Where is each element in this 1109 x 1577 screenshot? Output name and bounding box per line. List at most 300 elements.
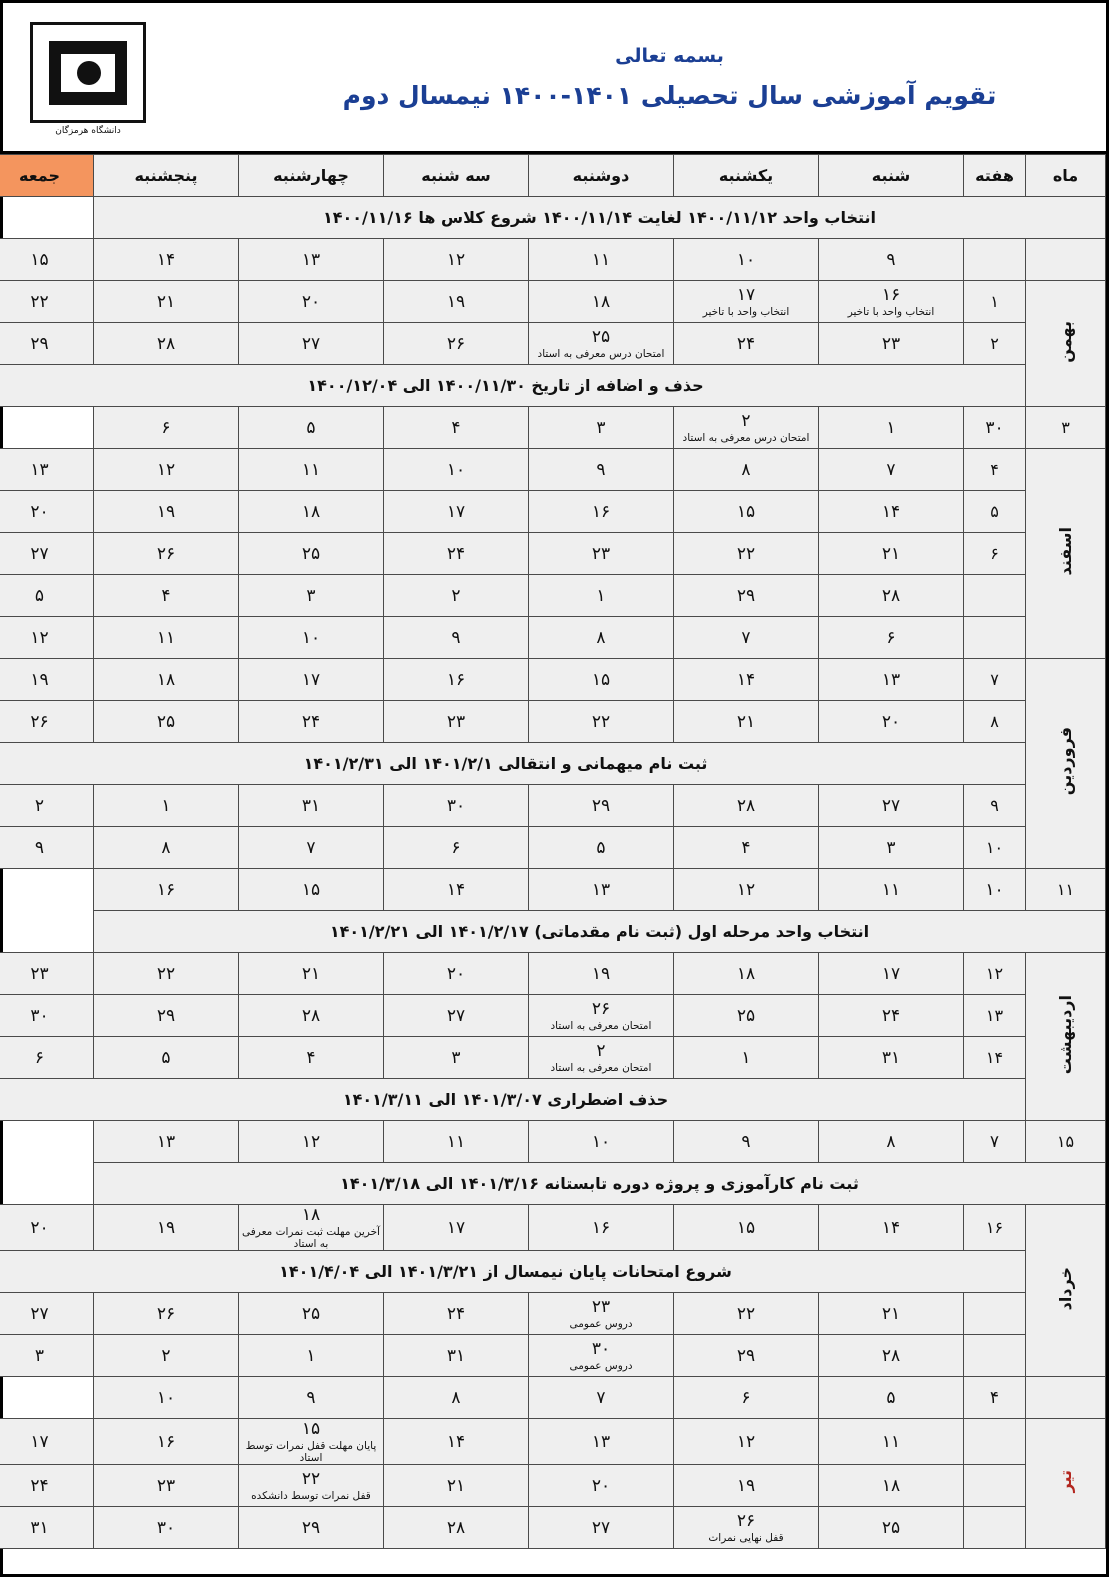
week-number: ۱۵ [1026,1121,1106,1163]
week-number: ۱ [964,281,1026,323]
day-number: ۳ [886,837,896,858]
calendar-note-row [0,365,1106,407]
day-number: ۱۲ [156,459,176,480]
day-number: ۲۶ [30,711,49,732]
day-number: ۲۷ [881,795,901,816]
calendar-note-row [0,197,1106,239]
day-number: ۱۹ [156,1217,176,1238]
table-row [0,617,1106,659]
day-cell [94,827,239,869]
day-cell [964,407,1026,449]
day-number: ۱۵ [301,1419,321,1440]
day-cell [0,1037,94,1079]
header-wednesday: چهارشنبه [239,155,384,197]
day-number: ۱۶ [446,669,466,690]
day-cell [384,1037,529,1079]
day-number: ۹ [741,1131,751,1152]
day-number: ۱۹ [156,501,176,522]
day-cell [529,701,674,743]
day-note: پایان مهلت قفل نمرات توسط استاد [245,1440,377,1464]
week-number: ۸ [964,701,1026,743]
day-number: ۵ [161,1047,171,1068]
day-cell [384,1419,529,1465]
day-cell [94,1121,239,1163]
day-number: ۱۷ [736,284,756,305]
day-cell [94,323,239,365]
day-number: ۲۵ [156,711,176,732]
day-cell [0,785,94,827]
table-row [0,449,1106,491]
day-cell [94,533,239,575]
day-number: ۳۰ [30,1005,49,1026]
day-cell [674,449,819,491]
day-cell [94,701,239,743]
day-cell [239,239,384,281]
page-title: تقویم آموزشی سال تحصیلی ۱۴۰۱-۱۴۰۰ نیمسال دوم [342,80,997,110]
day-number: ۱۱ [881,1431,901,1452]
week-number: ۱۶ [964,1205,1026,1251]
day-cell [674,575,819,617]
day-number: ۶ [161,417,171,438]
bismillah-text: بسمه تعالی [615,44,724,67]
header-month: ماه [1026,155,1106,197]
day-cell [674,323,819,365]
day-number: ۱۷ [881,963,901,984]
day-cell [819,239,964,281]
week-number [1026,1377,1106,1419]
table-header-row [0,155,1106,197]
day-number: ۵ [306,417,316,438]
day-cell [529,533,674,575]
day-cell [819,1335,964,1377]
day-number: ۸ [596,627,606,648]
day-cell [819,575,964,617]
week-number: ۳ [1026,407,1106,449]
day-number: ۱۵ [301,879,321,900]
title-block [173,3,1106,151]
day-cell [94,281,239,323]
calendar-note-row [0,1251,1106,1293]
day-number: ۲ [161,1345,171,1366]
day-number: ۱۵ [591,669,611,690]
day-cell [529,1205,674,1251]
day-cell [384,323,529,365]
day-cell [819,491,964,533]
day-number: ۸ [741,459,751,480]
day-number: ۱ [741,1047,751,1068]
day-number: ۷ [741,627,751,648]
day-cell [239,281,384,323]
day-cell [94,239,239,281]
day-cell [384,449,529,491]
day-number: ۲۰ [30,501,49,522]
table-row [0,1377,1106,1419]
day-number: ۶ [741,1387,751,1408]
day-number: ۳۱ [301,795,321,816]
day-number: ۲۵ [591,326,611,347]
day-cell [819,1037,964,1079]
week-number: ۴ [964,449,1026,491]
day-number: ۲۰ [591,1475,611,1496]
day-cell [0,701,94,743]
day-number: ۱۱ [591,249,611,270]
day-number: ۲۲ [301,1468,321,1489]
day-number: ۲۵ [301,1303,321,1324]
day-cell [384,785,529,827]
day-number: ۲۶ [156,1303,176,1324]
day-number: ۱۳ [301,249,321,270]
day-number: ۲۷ [30,1303,49,1324]
day-cell [674,953,819,995]
day-number: ۲۸ [301,1005,321,1026]
day-number: ۲۹ [301,1517,321,1538]
day-cell [819,869,964,911]
day-cell [0,1205,94,1251]
day-number: ۳۱ [30,1517,49,1538]
day-number: ۱۴ [881,1217,901,1238]
day-number: ۱۰ [736,249,756,270]
day-cell [94,869,239,911]
header-thursday: پنجشنبه [94,155,239,197]
table-row [0,323,1106,365]
month-label-bahman: بهمن [1026,281,1106,407]
week-number: ۱۲ [964,953,1026,995]
day-note: دروس عمومی [569,1359,633,1372]
day-number: ۱۴ [446,1431,466,1452]
table-row [0,1335,1106,1377]
month-label-ordibehesht: اردیبهشت [1026,953,1106,1121]
table-row [0,1419,1106,1465]
day-cell [674,1205,819,1251]
day-cell [239,617,384,659]
day-number: ۲ [741,410,751,431]
day-number: ۲۸ [881,585,901,606]
day-number: ۱۴ [881,501,901,522]
day-cell [384,1335,529,1377]
day-cell [819,533,964,575]
day-number: ۲۴ [736,333,756,354]
calendar-note: انتخاب واحد مرحله اول (ثبت نام مقدماتی) ۱۴۰۱/۲/۱۷ الی ۱۴۰۱/۲/۲۱ [94,911,1106,953]
month-label-tir: تیر [1026,1419,1106,1549]
day-number: ۱ [161,795,171,816]
day-number: ۱۹ [591,963,611,984]
day-number: ۲۶ [736,1510,756,1531]
day-number: ۱۲ [301,1131,321,1152]
table-row [0,1205,1106,1251]
day-number: ۱۸ [881,1475,901,1496]
day-cell [819,407,964,449]
day-number: ۱۰ [985,879,1004,900]
calendar-note: ثبت نام کارآموزی و پروژه دوره تابستانه ۱۴۰۱/۳/۱۶ الی ۱۴۰۱/۳/۱۸ [94,1163,1106,1205]
day-cell [0,281,94,323]
table-row [0,281,1106,323]
day-cell [0,1335,94,1377]
day-number: ۲۰ [301,291,321,312]
day-number: ۱۶ [156,879,176,900]
day-cell [384,1507,529,1549]
week-number: ۹ [964,785,1026,827]
table-row [0,1121,1106,1163]
university-logo [3,3,173,151]
day-note: امتحان معرفی به استاد [550,1061,652,1074]
day-cell [529,617,674,659]
day-cell [674,1037,819,1079]
table-row [0,701,1106,743]
week-number: ۱۰ [964,827,1026,869]
day-number: ۲۸ [881,1345,901,1366]
day-cell [0,953,94,995]
day-number: ۲۷ [30,543,49,564]
day-note: قفل نهایی نمرات [708,1531,784,1544]
day-note: انتخاب واحد با تاخیر [702,305,790,318]
table-row [0,827,1106,869]
day-cell [529,407,674,449]
day-number: ۷ [886,459,896,480]
day-number: ۱۶ [591,501,611,522]
day-number: ۱ [886,417,896,438]
day-number: ۱۰ [156,1387,176,1408]
day-cell [94,995,239,1037]
day-number: ۲۹ [30,333,49,354]
day-number: ۵ [886,1387,896,1408]
day-cell [819,449,964,491]
day-note: آخرین مهلت ثبت نمرات معرفی به استاد [242,1226,380,1250]
day-number: ۷ [989,1131,1000,1152]
day-cell [239,407,384,449]
calendar-note-row [0,1163,1106,1205]
day-cell [0,491,94,533]
day-cell [239,1377,384,1419]
day-cell [0,617,94,659]
calendar-note: حذف اضطراری ۱۴۰۱/۳/۰۷ الی ۱۴۰۱/۳/۱۱ [0,1079,1026,1121]
day-note: قفل نمرات توسط دانشکده [251,1489,371,1502]
day-cell [0,533,94,575]
day-cell [239,1465,384,1507]
day-number: ۳ [451,1047,461,1068]
day-cell [384,575,529,617]
day-number: ۲۴ [446,1303,466,1324]
day-number: ۲ [596,1040,606,1061]
day-cell [529,827,674,869]
day-cell [384,1205,529,1251]
week-number: ۱۴ [964,1037,1026,1079]
header-tuesday: سه شنبه [384,155,529,197]
day-number: ۱۸ [736,963,756,984]
day-note: انتخاب واحد با تاخیر [847,305,935,318]
day-cell [529,1419,674,1465]
day-cell [529,1465,674,1507]
calendar-note: حذف و اضافه از تاریخ ۱۴۰۰/۱۱/۳۰ الی ۱۴۰۰/۱۲/۰۴ [0,365,1026,407]
day-number: ۲۱ [446,1475,466,1496]
day-number: ۲۱ [881,1303,901,1324]
day-number: ۲۸ [736,795,756,816]
day-number: ۲ [34,795,45,816]
day-cell [94,449,239,491]
day-cell [239,1037,384,1079]
calendar-table [0,154,1106,1549]
calendar-note: ثبت نام میهمانی و انتقالی ۱۴۰۱/۲/۱ الی ۱۴۰۱/۲/۳۱ [0,743,1026,785]
day-cell [239,785,384,827]
day-number: ۱ [596,585,606,606]
day-cell [384,281,529,323]
day-number: ۱۸ [301,1205,321,1225]
month-label-empty [1026,239,1106,281]
day-number: ۳۰ [156,1517,176,1538]
day-cell [674,785,819,827]
day-number: ۳ [306,585,316,606]
day-cell [529,1335,674,1377]
day-cell [0,1293,94,1335]
day-number: ۲۵ [301,543,321,564]
day-number: ۲۲ [736,1303,756,1324]
day-number: ۲۷ [591,1517,611,1538]
day-cell [819,953,964,995]
day-number: ۲۶ [591,998,611,1019]
day-cell [674,995,819,1037]
day-number: ۱۰ [301,627,321,648]
calendar-note-row [0,911,1106,953]
day-cell [674,407,819,449]
day-cell [529,491,674,533]
day-cell [819,1465,964,1507]
day-number: ۱۷ [301,669,321,690]
day-cell [384,239,529,281]
day-note: دروس عمومی [569,1317,633,1330]
day-number: ۲۲ [156,963,176,984]
day-cell [674,869,819,911]
day-note: امتحان درس معرفی به استاد [537,347,665,360]
day-number: ۲۴ [30,1475,49,1496]
day-number: ۱۲ [736,879,756,900]
day-number: ۸ [451,1387,461,1408]
day-note: امتحان درس معرفی به استاد [682,431,810,444]
calendar-note: انتخاب واحد ۱۴۰۰/۱۱/۱۲ لغایت ۱۴۰۰/۱۱/۱۴ شروع کلاس ها ۱۴۰۰/۱۱/۱۶ [94,197,1106,239]
day-cell [674,659,819,701]
day-number: ۱۲ [736,1431,756,1452]
day-number: ۷ [306,837,316,858]
day-cell [94,785,239,827]
day-number: ۲۰ [30,1217,49,1238]
day-cell [239,1335,384,1377]
day-number: ۱۶ [881,284,901,305]
day-cell [529,575,674,617]
week-number [964,617,1026,659]
day-number: ۳۰ [591,1338,611,1359]
day-number: ۲۱ [736,711,756,732]
day-number: ۹ [451,627,461,648]
day-number: ۲۳ [30,963,49,984]
day-cell [819,701,964,743]
day-cell [0,1507,94,1549]
day-number: ۱۴ [446,879,466,900]
table-row [0,575,1106,617]
day-number: ۲۵ [736,1005,756,1026]
day-number: ۴ [161,585,171,606]
day-cell [239,1205,384,1251]
day-number: ۴ [451,417,461,438]
day-cell [0,827,94,869]
day-number: ۲۱ [881,543,901,564]
day-cell [384,953,529,995]
day-number: ۳۱ [446,1345,466,1366]
day-cell [94,1293,239,1335]
day-number: ۲۳ [881,333,901,354]
day-number: ۱۱ [881,879,901,900]
day-cell [94,491,239,533]
day-number: ۴ [989,1387,1000,1408]
header-saturday: شنبه [819,155,964,197]
day-number: ۲۹ [591,795,611,816]
day-number: ۲۰ [881,711,901,732]
table-row [0,1293,1106,1335]
day-number: ۲۰ [446,963,466,984]
day-cell [964,869,1026,911]
day-cell [0,659,94,701]
week-number [964,1507,1026,1549]
day-cell [0,575,94,617]
day-cell [384,701,529,743]
day-cell [529,281,674,323]
day-cell [239,1293,384,1335]
day-cell [819,659,964,701]
day-cell [529,1293,674,1335]
day-number: ۶ [451,837,461,858]
day-cell [674,239,819,281]
header-monday: دوشنبه [529,155,674,197]
day-cell [819,827,964,869]
table-row [0,995,1106,1037]
day-number: ۱۴ [736,669,756,690]
day-cell [529,953,674,995]
day-number: ۱۸ [156,669,176,690]
day-cell [94,1465,239,1507]
day-number: ۹ [34,837,45,858]
day-cell [529,1377,674,1419]
day-cell [384,869,529,911]
day-cell [674,1377,819,1419]
day-cell [819,281,964,323]
day-cell [819,1507,964,1549]
day-cell [0,995,94,1037]
week-number [964,1419,1026,1465]
day-cell [819,1293,964,1335]
day-cell [384,1121,529,1163]
document-header [3,3,1106,154]
day-number: ۱۴ [156,249,176,270]
day-number: ۲۴ [446,543,466,564]
week-number: ۱۳ [964,995,1026,1037]
day-cell [529,449,674,491]
day-cell [94,1335,239,1377]
day-cell [674,1335,819,1377]
week-number: ۵ [964,491,1026,533]
day-number: ۲۳ [591,1296,611,1317]
day-number: ۳ [596,417,606,438]
day-cell [819,1377,964,1419]
day-cell [94,953,239,995]
day-number: ۱۵ [736,1217,756,1238]
day-cell [239,827,384,869]
day-cell [94,575,239,617]
day-cell [94,659,239,701]
day-cell [239,491,384,533]
day-number: ۱۷ [446,1217,466,1238]
day-cell [94,1205,239,1251]
day-number: ۲۳ [591,543,611,564]
day-number: ۳۱ [881,1047,901,1068]
day-number: ۱۳ [591,1431,611,1452]
day-number: ۱۳ [156,1131,176,1152]
